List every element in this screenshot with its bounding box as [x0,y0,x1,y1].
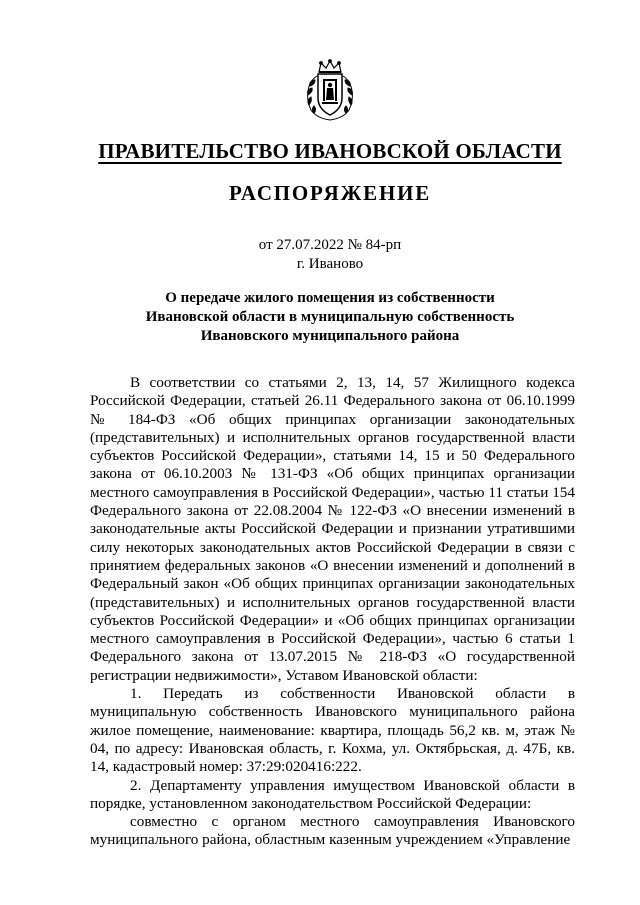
organization-title: ПРАВИТЕЛЬСТВО ИВАНОВСКОЙ ОБЛАСТИ [98,139,562,163]
document-date-block [60,236,600,274]
body-paragraph: совместно с органом местного самоуправления Ивановского муниципального района, областным казенным учреждением «Управление [90,813,575,849]
document-type-title: РАСПОРЯЖЕНИЕ [228,181,432,205]
body-paragraph: 1. Передать из собственности Ивановской области в муниципальную собственность Ивановского муниципального района жилое помещение, наименование: квартира, площадь 56,2 кв. м, этаж № 04, по адресу: Ивановская область, г. Кохма, ул. Октябрьская, д. 47Б, кв. 14, кадастровый номер: 37:29:020416:222. [90,685,575,776]
document-subject [60,289,600,346]
subject-line: О передаче жилого помещения из собственности [165,290,495,306]
document-body [90,374,575,850]
document-date-number: от 27.07.2022 № 84-рп [258,237,402,253]
body-paragraph: В соответствии со статьями 2, 13, 14, 57 Жилищного кодекса Российской Федерации, статьей 26.11 Федерального закона от 06.10.1999 № 184-ФЗ «Об общих принципах организации законодательных (представительных) и исполнительных органов государственной власти субъектов Российской Федерации», статьями 14, 15 и 50 Федерального закона от 06.10.2003 № 131-ФЗ «Об общих принципах организации местного самоуправления в Российской Федерации», частью 11 статьи 154 Федерального закона от 22.08.2004 № 122-ФЗ «О внесении изменений в законодательные акты Российской Федерации и признании утратившими силу некоторых законодательных актов Российской Федерации в связи с принятием федеральных законов «О внесении изменений и дополнений в Федеральный закон «Об общих принципах организации законодательных (представительных) и исполнительных органов государственной власти субъектов Российской Федерации» и «Об общих принципах организации местного самоуправления в Российской Федерации», частью 6 статьи 1 Федерального закона от 13.07.2015 № 218-ФЗ «О государственной регистрации недвижимости», Уставом Ивановской области: [90,374,575,684]
subject-line: Ивановской области в муниципальную собственность [145,309,515,325]
ivanovo-coat-of-arms-icon [303,58,357,122]
subject-line: Ивановского муниципального района [200,328,460,344]
body-paragraph: 2. Департаменту управления имуществом Ивановской области в порядке, установленном законодательством Российской Федерации: [90,776,575,812]
document-city: г. Иваново [296,256,364,272]
